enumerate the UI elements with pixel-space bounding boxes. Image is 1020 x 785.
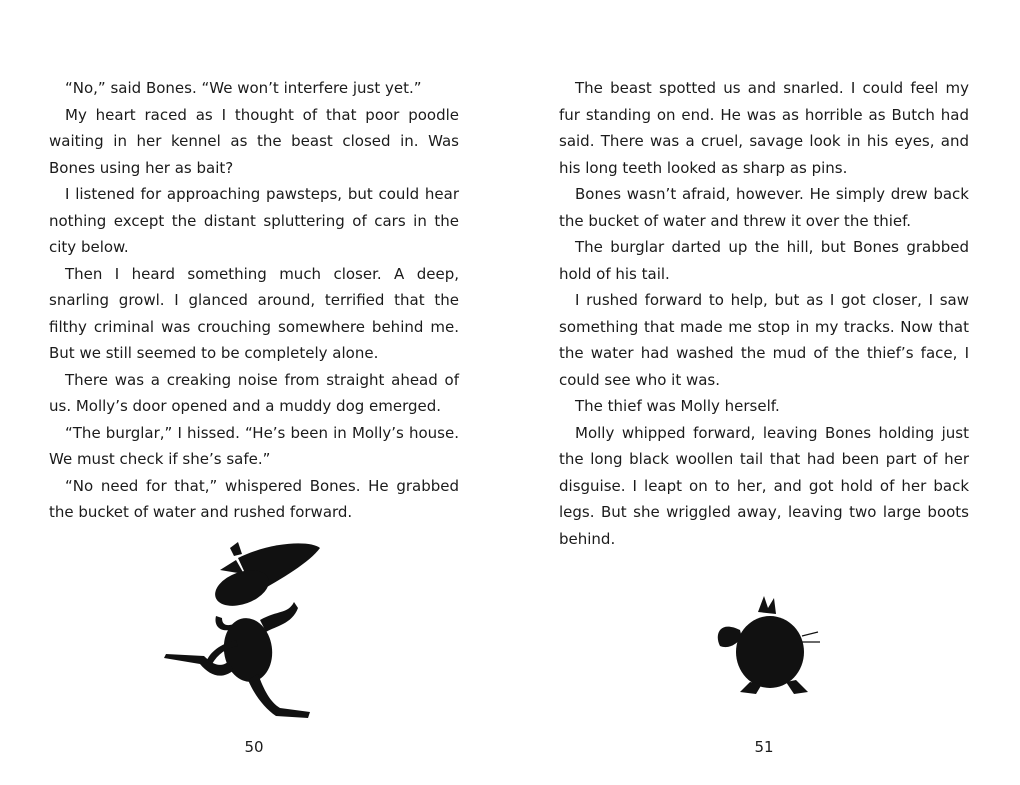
paragraph: “The burglar,” I hissed. “He’s been in Molly’s house. We must check if she’s safe.” — [49, 423, 459, 468]
paragraph: Then I heard something much closer. A deep, snarling growl. I glanced around, terrified that the filthy criminal was crouching somewhere behind me. But we still seemed to be completely alone. — [49, 264, 459, 362]
paragraph: The thief was Molly herself. — [575, 397, 780, 415]
right-page-text — [559, 75, 969, 552]
page-number: 50 — [244, 738, 264, 756]
paragraph: I rushed forward to help, but as I got closer, I saw something that made me stop in my tracks. Now that the water had washed the mud of the thief’s face, I could see who it was. — [559, 291, 969, 389]
paragraph: The burglar darted up the hill, but Bones grabbed hold of his tail. — [559, 238, 969, 283]
paragraph: “No need for that,” whispered Bones. He grabbed the bucket of water and rushed forward. — [49, 476, 459, 521]
paragraph: There was a creaking noise from straight ahead of us. Molly’s door opened and a muddy dog emerged. — [49, 370, 459, 415]
left-page-text — [49, 75, 459, 526]
paragraph: Molly whipped forward, leaving Bones holding just the long black woollen tail that had been part of her disguise. I leapt on to her, and got hold of her back legs. But she wriggled away, leaving two large boots behind. — [559, 423, 969, 548]
paragraph: I listened for approaching pawsteps, but could hear nothing except the distant spluttering of cars in the city below. — [49, 185, 459, 256]
running-dog-silhouette-illustration — [160, 540, 335, 720]
small-dog-silhouette-illustration — [710, 590, 825, 700]
paragraph: Bones wasn’t afraid, however. He simply drew back the bucket of water and threw it over the thief. — [559, 185, 969, 230]
paragraph: The beast spotted us and snarled. I could feel my fur standing on end. He was as horrible as Butch had said. There was a cruel, savage look in his eyes, and his long teeth looked as sharp as pins. — [559, 79, 969, 177]
page-number: 51 — [754, 738, 774, 756]
paragraph: “No,” said Bones. “We won’t interfere just yet.” — [65, 79, 422, 97]
paragraph: My heart raced as I thought of that poor poodle waiting in her kennel as the beast closed in. Was Bones using her as bait? — [49, 105, 459, 177]
